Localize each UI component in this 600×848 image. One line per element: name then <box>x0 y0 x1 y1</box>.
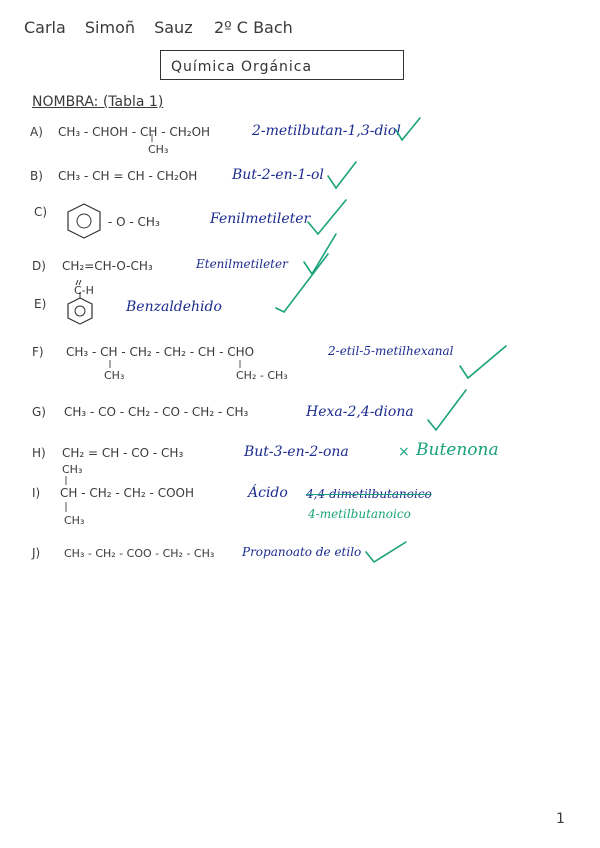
item-d-answer: Etenilmetileter <box>196 257 288 271</box>
item-j-formula: CH₃ - CH₂ - COO - CH₂ - CH₃ <box>64 547 215 560</box>
item-j-letter: J) <box>32 546 41 560</box>
item-e-check-icon <box>276 254 328 312</box>
student-name: Carla Simoñ Sauz <box>24 18 193 37</box>
item-f-substituent-2: CH₂ - CH₃ <box>236 369 288 382</box>
item-i-struck-answer: 4,4-dimetilbutanoico <box>306 487 432 501</box>
item-a-check-icon <box>396 118 420 140</box>
item-f-check-icon <box>460 346 506 378</box>
item-i-substituent: CH₃ <box>64 514 85 527</box>
item-i-answer: Ácido <box>248 485 288 501</box>
item-f-formula: CH₃ - CH - CH₂ - CH₂ - CH - CHO <box>66 345 255 359</box>
item-j-answer: Propanoato de etilo <box>242 545 362 559</box>
item-f-answer: 2-etil-5-metilhexanal <box>328 344 454 358</box>
item-c-benzene-icon <box>68 204 100 238</box>
item-c-answer: Fenilmetileter <box>210 211 311 227</box>
item-h-correction: Butenona <box>416 440 499 460</box>
page-title: Química Orgánica <box>171 59 313 75</box>
item-g-formula: CH₃ - CO - CH₂ - CO - CH₂ - CH₃ <box>64 405 249 419</box>
item-g-letter: G) <box>32 405 46 419</box>
page-number: 1 <box>556 811 565 827</box>
item-c-formula: - O - CH₃ <box>108 215 160 229</box>
item-d-check-icon <box>304 234 336 274</box>
item-d-formula: CH₂=CH-O-CH₃ <box>62 259 153 273</box>
item-e-answer: Benzaldehido <box>126 299 222 315</box>
item-c-check-icon <box>308 200 346 234</box>
item-a-letter: A) <box>30 125 43 139</box>
item-a-formula: CH₃ - CHOH - CH - CH₂OH <box>58 125 211 139</box>
item-e-benzene-icon <box>68 280 92 324</box>
item-h-wrong-mark: × <box>398 444 410 460</box>
item-j-check-icon <box>366 542 406 562</box>
course-label: 2º C Bach <box>214 18 293 37</box>
item-i-letter: I) <box>32 486 41 500</box>
item-a-substituent: CH₃ <box>148 143 169 156</box>
item-c-letter: C) <box>34 205 48 219</box>
item-b-formula: CH₃ - CH = CH - CH₂OH <box>58 169 198 183</box>
item-h-formula: CH₂ = CH - CO - CH₃ <box>62 446 184 460</box>
item-f-substituent-1: CH₃ <box>104 369 125 382</box>
item-i-formula: CH - CH₂ - CH₂ - COOH <box>60 486 194 500</box>
item-h-answer: But-3-en-2-ona <box>244 444 349 460</box>
item-b-answer: But-2-en-1-ol <box>232 167 324 183</box>
item-i-correction: 4-metilbutanoico <box>308 507 411 521</box>
section-heading: NOMBRA: (Tabla 1) <box>32 94 164 110</box>
item-b-check-icon <box>328 162 356 188</box>
item-b-letter: B) <box>30 169 43 183</box>
item-e-letter: E) <box>34 297 47 311</box>
item-a-answer: 2-metilbutan-1,3-diol <box>252 123 401 139</box>
item-f-letter: F) <box>32 345 44 359</box>
item-d-letter: D) <box>32 259 46 273</box>
item-h-letter: H) <box>32 446 46 460</box>
item-i-formula-top: CH₃ <box>62 463 83 476</box>
item-g-check-icon <box>428 390 466 430</box>
item-e-formula-top: C-H <box>74 284 94 297</box>
item-g-answer: Hexa-2,4-diona <box>306 404 414 420</box>
